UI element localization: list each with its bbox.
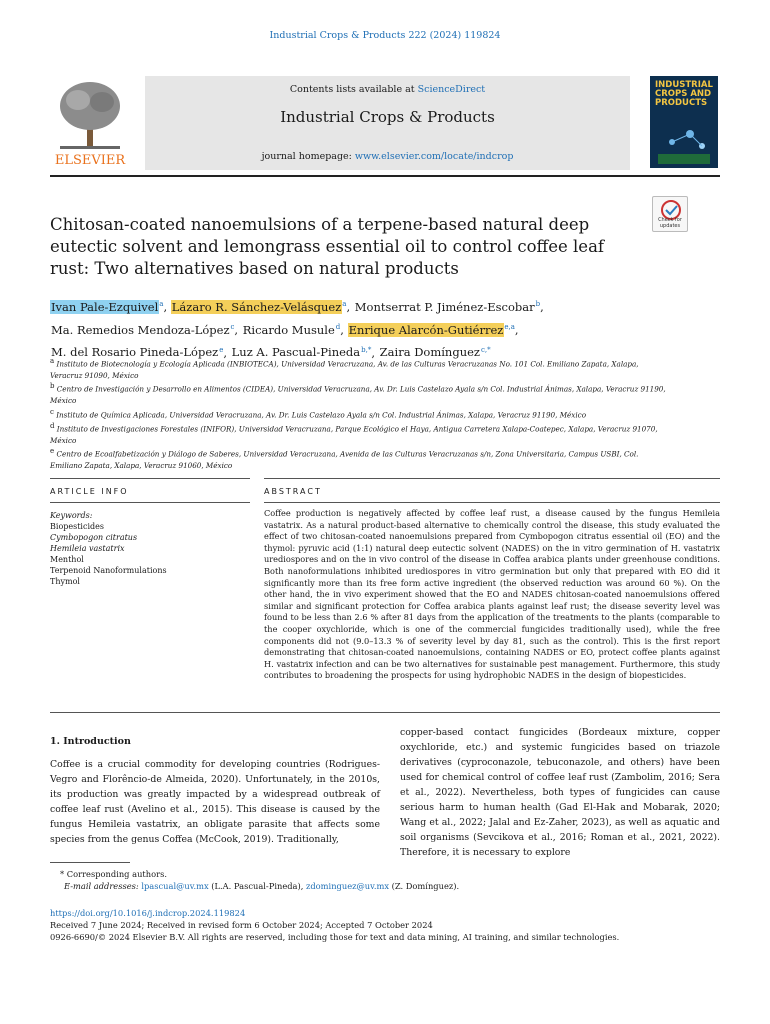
publication-info (50, 907, 720, 943)
affiliation-marker: c (50, 407, 54, 416)
affiliation-text: Centro de Ecoalfabetización y Diálogo de Saberes, Universidad Veracruzana, Avenida de las Culturas Veracruzanas s/n, Zona Universitaria, Campus USBI, Col. Emiliano Zapata, Xalapa, Veracruz 91060, México (50, 449, 639, 470)
email-link-2[interactable]: zdominguez@uv.mx (306, 881, 390, 891)
journal-cover-image[interactable] (650, 76, 718, 168)
author-name[interactable]: Montserrat P. Jiménez-Escobar (354, 299, 535, 314)
introduction-column-2: copper-based contact fungicides (Bordeaux mixture, copper oxychloride, etc.) and systemic fungicides based on triazole derivatives (cyproconazole, tebuconazole, and others) have been used for chemical control of coffee leaf rust (Zambolim, 2016; Sera et al., 2022). Nevertheless, both types of fungicides can cause serious harm to human health (Gad El-Hak and Mobarak, 2020; Wang et al., 2022; Jalal and Ez-Zaher, 2023), as well as aquatic and soil organisms (Sevcikova et al., 2016; Roman et al., 2021, 2022). Therefore, it is necessary to explore (400, 727, 720, 858)
author-separator: , (346, 299, 354, 314)
affiliation (50, 421, 670, 446)
author-separator: , (514, 322, 519, 337)
introduction-column-1: Coffee is a crucial commodity for developing countries (Rodrigues-Vegro and Florêncio-de Almeida, 2020). Unfortunately, in the 2010s, its production was greatly impacted by a widespread outbreak of coffee leaf rust (Avelino et al., 2015). This disease is caused by the fungus Hemileia vastatrix, an obligate parasite that affects some species from the genus Coffea (McCook, 2019). Traditionally, (50, 759, 380, 845)
doi-link[interactable]: https://doi.org/10.1016/j.indcrop.2024.119824 (50, 908, 246, 918)
affiliation-list (50, 356, 670, 471)
divider (50, 712, 720, 713)
journal-citation[interactable]: Industrial Crops & Products 222 (2024) 119824 (269, 30, 501, 41)
keyword: Hemileia vastatrix (50, 544, 125, 553)
author-separator: , (234, 322, 242, 337)
keywords-list (50, 521, 250, 587)
author-affiliation-marker[interactable]: b (535, 300, 541, 308)
author-name[interactable]: M. del Rosario Pineda-López (51, 345, 219, 360)
elsevier-logo[interactable] (50, 76, 130, 170)
affiliation (50, 407, 670, 421)
footnote-divider (50, 862, 130, 863)
affiliation-marker: a (50, 357, 55, 365)
keywords-label: Keywords: (50, 511, 93, 520)
keyword: Cymbopogon citratus (50, 533, 138, 542)
publisher-name: ELSEVIER (54, 153, 126, 168)
abstract-heading: ABSTRACT (264, 487, 322, 496)
cover-title: INDUSTRIAL CROPS AND PRODUCTS (655, 80, 713, 108)
affiliation-marker: d (50, 421, 55, 430)
article-title: Chitosan-coated nanoemulsions of a terpene-based natural deep eutectic solvent and lemongrass essential oil to control coffee leaf rust: Two alternatives based on natural products (50, 215, 605, 278)
affiliation (50, 446, 670, 471)
email-line: E-mail addresses: lpascual@uv.mx (L.A. Pascual-Pineda), zdominguez@uv.mx (Z. Domínguez). (64, 881, 460, 891)
author-affiliation-marker[interactable]: b,* (361, 345, 372, 354)
author-separator: , (540, 299, 544, 314)
author-separator: , (340, 322, 348, 337)
author-separator: , (163, 299, 171, 314)
journal-name: Industrial Crops & Products (280, 108, 495, 126)
author-affiliation-marker[interactable]: a (159, 300, 164, 308)
author-separator: , (371, 345, 379, 360)
divider (264, 478, 720, 479)
author-name[interactable]: Zaira Domínguez (379, 345, 480, 360)
check-for-updates-badge[interactable] (652, 196, 688, 232)
author-separator: , (223, 345, 231, 360)
affiliation-marker: b (50, 382, 55, 391)
divider (264, 502, 720, 503)
affiliation-text: Instituto de Biotecnología y Ecología Aplicada (INBIOTECA), Universidad Veracruzana, Av. de las Culturas Veracruzanas No. 101 Col. Emiliano Zapata, Xalapa, Veracruz 91090, México (50, 359, 639, 380)
author-name[interactable]: Luz A. Pascual-Pineda (231, 345, 361, 360)
author-list (50, 294, 680, 362)
article-info-heading: ARTICLE INFO (50, 487, 129, 496)
affiliation-text: Instituto de Química Aplicada, Universidad Veracruzana, Av. Dr. Luis Castelazo Ayala s/n Col. Industrial Ánimas, Xalapa, Veracruz 91190, México (56, 410, 587, 420)
banner-box (145, 76, 630, 170)
copyright: 0926-6690/© 2024 Elsevier B.V. All rights are reserved, including those for text and data mining, AI training, and similar technologies. (50, 932, 620, 942)
keyword: Thymol (50, 577, 80, 586)
header-divider (50, 175, 720, 177)
author-affiliation-marker[interactable]: e,a (504, 322, 515, 331)
keyword: Menthol (50, 555, 84, 564)
homepage-link[interactable]: www.elsevier.com/locate/indcrop (354, 151, 514, 162)
received-dates: Received 7 June 2024; Received in revised form 6 October 2024; Accepted 7 October 2024 (50, 920, 433, 930)
affiliation (50, 356, 670, 381)
author-affiliation-marker[interactable]: c (230, 322, 235, 331)
keywords-block (50, 510, 250, 587)
contents-line: Contents lists available at ScienceDirect (289, 84, 486, 95)
sciencedirect-link[interactable]: ScienceDirect (417, 84, 486, 95)
author-name[interactable]: Ivan Pale-Ezquivel (51, 299, 159, 314)
affiliation-marker: e (50, 447, 55, 456)
affiliation-text: Instituto de Investigaciones Forestales (INIFOR), Universidad Veracruzana, Parque Ecológico el Haya, Antigua Carretera Xalapa-Coatepec, Xalapa, Veracruz 91070, México (50, 424, 658, 445)
affiliation-text: Centro de Investigación y Desarrollo en Alimentos (CIDEA), Universidad Veracruzana, Av. Dr. Luis Castelazo Ayala s/n Col. Industrial Ánimas, Xalapa, Veracruz 91190, México (50, 384, 666, 406)
author-affiliation-marker[interactable]: c,* (480, 345, 491, 354)
divider (50, 502, 250, 503)
introduction-heading: 1. Introduction (50, 736, 131, 747)
keyword: Terpenoid Nanoformulations (50, 566, 167, 575)
affiliation (50, 381, 670, 406)
journal-banner (50, 76, 720, 170)
homepage-line: journal homepage: www.elsevier.com/locate/indcrop (261, 151, 514, 162)
keyword: Biopesticides (50, 522, 104, 531)
divider (50, 478, 250, 479)
author-affiliation-marker[interactable]: e (219, 345, 224, 354)
check-updates-label: Check for updates (658, 217, 682, 229)
email-link-1[interactable]: lpascual@uv.mx (141, 881, 209, 891)
author-name[interactable]: Ma. Remedios Mendoza-López (51, 322, 230, 337)
author-name[interactable]: Enrique Alarcón-Gutiérrez (348, 322, 504, 337)
abstract-text: Coffee production is negatively affected by coffee leaf rust, a disease caused by the fungus Hemileia vastatrix. As a natural product-based alternative to chemically control the disease, this study evaluated the effect of two chitosan-coated nanoemulsions prepared from Cymbopogon citratus essential oil (EO) and the thymol: pyruvic acid (1:1) natural deep eutectic solvent (NADES) on the in vitro germination of H. vastatrix urediospores and on the in vivo control of the disease in Coffea arabica plants under greenhouse conditions. Both nanoformulations inhibited urediospores in vitro germination but only that prepared with EO did it significantly more than its free form active ingredient (the observed reduction was around 60 %). On the other hand, the in vivo experiment showed that the EO and NADES chitosan-coated nanoemulsions offered similar and significant protection for Coffea arabica plants against leaf rust; the disease severity level was found to be less than 2.6 % after 81 days from the application of the treatments to the plants (comparable to the cooper oxychloride, which is one of the commercial fungicides traditionally used), while the free components did not (9.0–13.3 % of severity level by day 81, such as the control). This is the first report demonstrating that chitosan-coated nanoemulsions, containing NADES or EO, protect coffee plants against H. vastatrix infection and can be two alternatives for sustainable pest management. Furthermore, this study contributes to broadening the prospects for using hydrophobic NADES in the design of biopesticides. (264, 508, 720, 681)
footnotes (50, 868, 720, 892)
corresponding-note: * Corresponding authors. (60, 869, 167, 879)
author-affiliation-marker[interactable]: d (335, 322, 341, 331)
author-affiliation-marker[interactable]: a (342, 300, 347, 308)
author-name[interactable]: Lázaro R. Sánchez-Velásquez (171, 299, 342, 314)
author-name[interactable]: Ricardo Musule (242, 322, 335, 337)
